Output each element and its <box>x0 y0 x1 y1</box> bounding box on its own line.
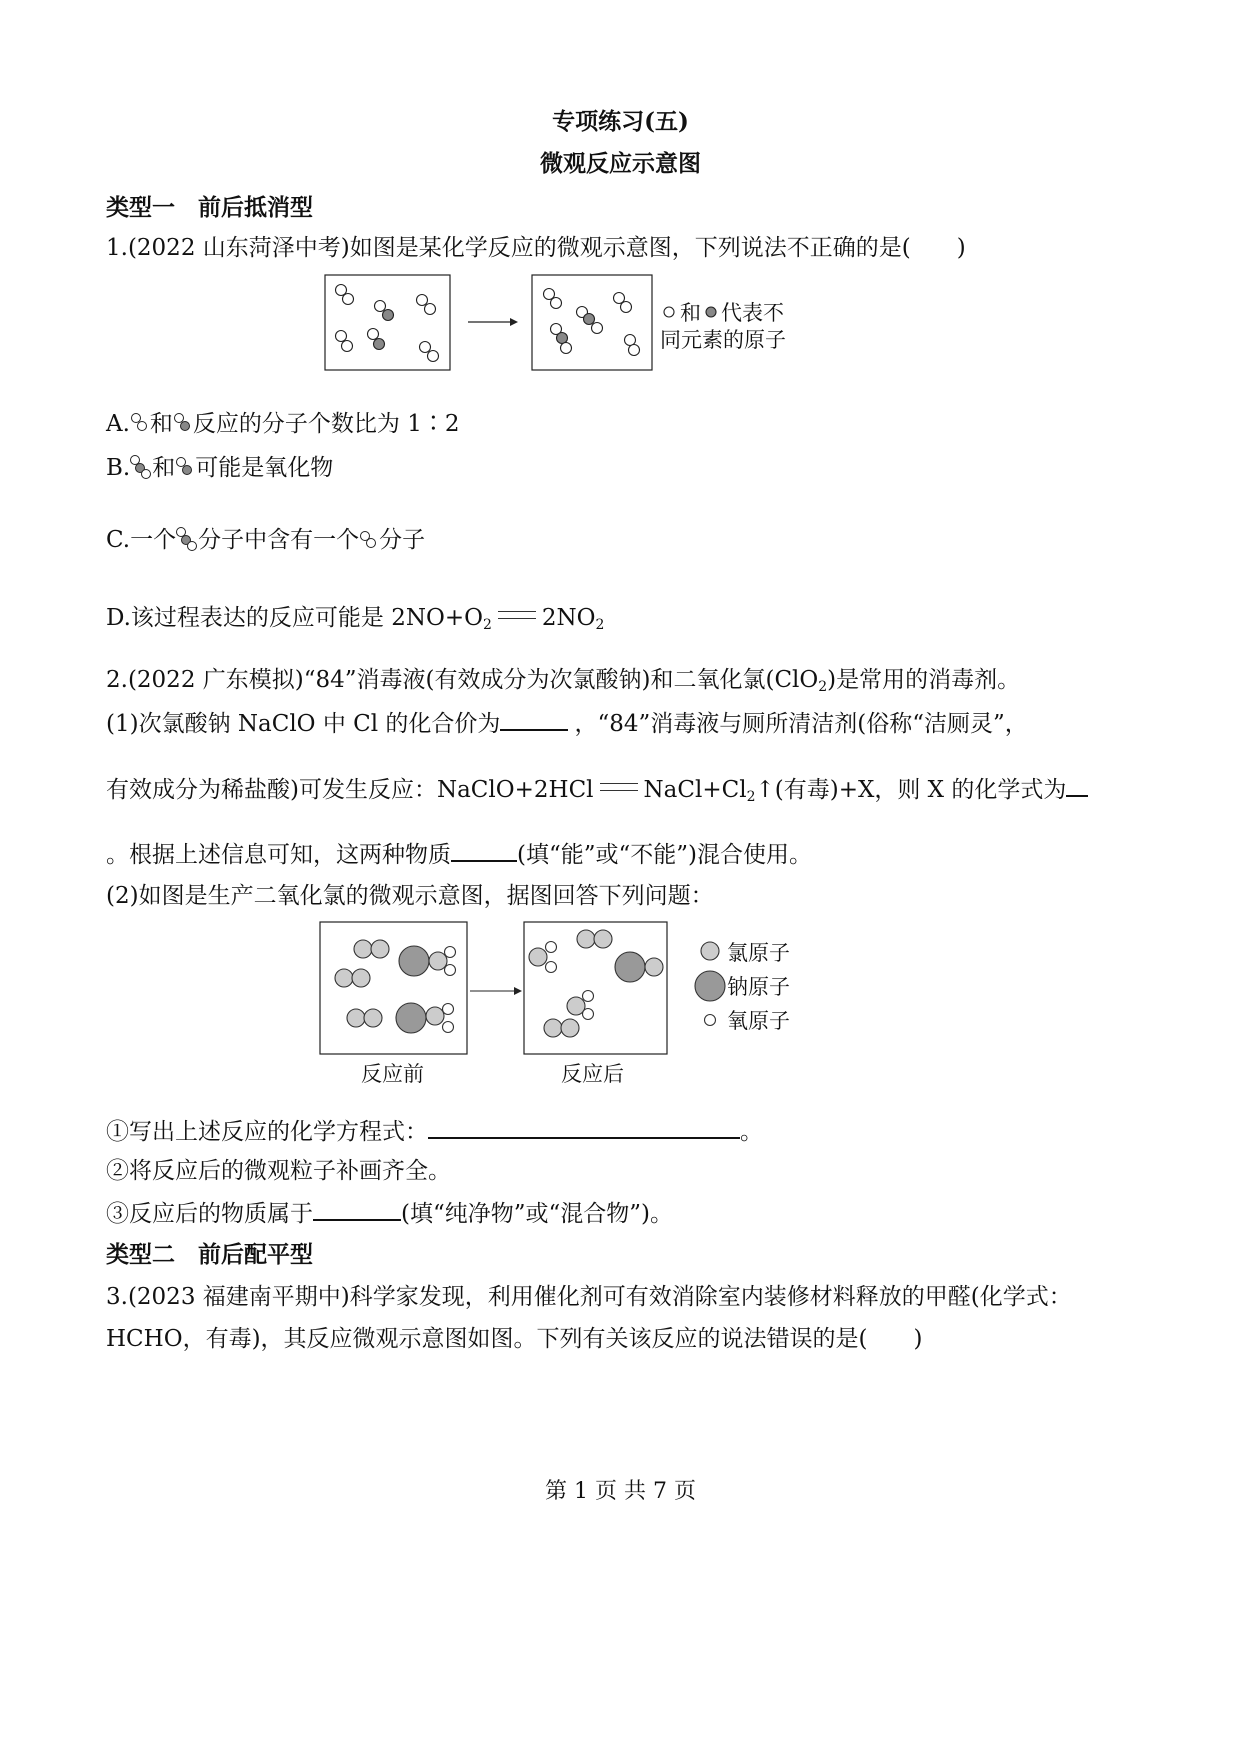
legend-chlorine: 氯原子 <box>727 941 790 965</box>
q2-s1-end: 。 <box>740 1119 763 1145</box>
arrow-icon <box>470 987 522 995</box>
q2-stem-a: 2.(2022 广东模拟)“84”消毒液(有效成分为次氯酸钠)和二氧化氯(ClO <box>106 667 819 693</box>
page-title: 专项练习(五) <box>552 108 689 135</box>
no2-molecule-icon <box>130 455 152 481</box>
q2-sub2: ②将反应后的微观粒子补画齐全。 <box>106 1158 451 1184</box>
option-d-product: 2NO <box>541 605 596 631</box>
q2-p2-product: NaCl+Cl <box>643 777 747 803</box>
option-a-label: A. <box>106 411 130 437</box>
q2-p3-text-b: (填“能”或“不能”)混合使用。 <box>517 842 812 868</box>
o2-molecule-icon <box>130 411 150 437</box>
q2-sub3 <box>106 1197 673 1230</box>
subscript: 2 <box>746 789 756 805</box>
option-b-label: B. <box>106 455 131 481</box>
legend-represent-text: 代表不 <box>721 301 784 325</box>
question-1-stem: 1.(2022 山东菏泽中考)如图是某化学反应的微观示意图，下列说法不正确的是( ) <box>106 235 966 261</box>
option-b-and: 和 <box>152 455 176 481</box>
section-heading-2: 类型二 前后配平型 <box>106 1241 313 1268</box>
question-3-line2: HCHO，有毒)，其反应微观示意图如图。下列有关该反应的说法错误的是( ) <box>106 1326 923 1352</box>
q2-part1-line2 <box>106 773 1088 806</box>
answer-blank[interactable] <box>1066 773 1088 797</box>
option-b-text: 可能是氧化物 <box>195 455 334 481</box>
q2-p3-text: 。根据上述信息可知，这两种物质 <box>106 842 451 868</box>
section-heading-1: 类型一 前后抵消型 <box>106 194 313 221</box>
before-box <box>320 922 467 1054</box>
q2-s3-end: (填“纯净物”或“混合物”)。 <box>401 1201 673 1227</box>
option-d-text: D.该过程表达的反应可能是 2NO+O <box>106 605 483 631</box>
arrow-icon <box>468 318 518 326</box>
page-footer: 第 1 页 共 7 页 <box>545 1479 696 1504</box>
q2-part2-intro: (2)如图是生产二氧化氯的微观示意图，据图回答下列问题： <box>106 883 714 909</box>
subscript: 2 <box>482 617 492 633</box>
subscript: 2 <box>818 679 828 695</box>
q2-p2-text: 有效成分为稀盐酸)可发生反应：NaClO+2HCl <box>106 777 594 803</box>
answer-blank[interactable] <box>428 1115 740 1139</box>
no-molecule-icon <box>175 455 195 481</box>
option-c-text: 分子中含有一个 <box>198 527 360 553</box>
q2-part1-line3 <box>106 838 812 871</box>
subscript: 2 <box>595 617 605 633</box>
option-a-and: 和 <box>149 411 173 437</box>
option-c <box>106 524 425 556</box>
legend-line-2: 同元素的原子 <box>660 328 786 352</box>
option-b <box>106 452 333 484</box>
q2-s1-text: ①写出上述反应的化学方程式： <box>106 1119 428 1145</box>
page-subtitle: 微观反应示意图 <box>540 150 701 177</box>
no2-molecule-icon <box>176 527 198 553</box>
q2-part1-line1 <box>106 707 1028 740</box>
q2-stem-b: )是常用的消毒剂。 <box>827 667 1021 693</box>
caption-after: 反应后 <box>561 1062 624 1086</box>
legend-and-text: 和 <box>680 301 701 325</box>
q2-p2-text-c: ↑(有毒)+X，则 X 的化学式为 <box>755 777 1067 803</box>
q2-p1-text-b: ，“84”消毒液与厕所清洁剂(俗称“洁厕灵”， <box>574 711 1028 737</box>
option-c-label: C.一个 <box>106 527 177 553</box>
option-c-end: 分子 <box>379 527 426 553</box>
answer-blank[interactable] <box>500 707 568 731</box>
caption-before: 反应前 <box>361 1062 424 1086</box>
o2-molecule-icon <box>359 527 379 553</box>
reaction-equals-sign <box>498 611 536 619</box>
q2-p1-text: (1)次氯酸钠 NaClO 中 Cl 的化合价为 <box>106 711 501 737</box>
legend-oxygen: 氧原子 <box>727 1009 790 1033</box>
question-3-line1: 3.(2023 福建南平期中)科学家发现，利用催化剂可有效消除室内装修材料释放的甲醛(化学式： <box>106 1284 1072 1310</box>
option-a-text: 反应的分子个数比为 1∶2 <box>192 411 460 437</box>
q2-sub1 <box>106 1115 763 1148</box>
option-a <box>106 408 460 440</box>
reaction-equals-sign <box>600 783 638 791</box>
question-2-stem <box>106 664 1020 696</box>
q2-s3-text: ③反应后的物质属于 <box>106 1201 313 1227</box>
no-molecule-icon <box>173 411 193 437</box>
legend-sodium: 钠原子 <box>727 975 790 999</box>
answer-blank[interactable] <box>451 838 517 862</box>
option-d <box>106 602 604 634</box>
answer-blank[interactable] <box>313 1197 401 1221</box>
